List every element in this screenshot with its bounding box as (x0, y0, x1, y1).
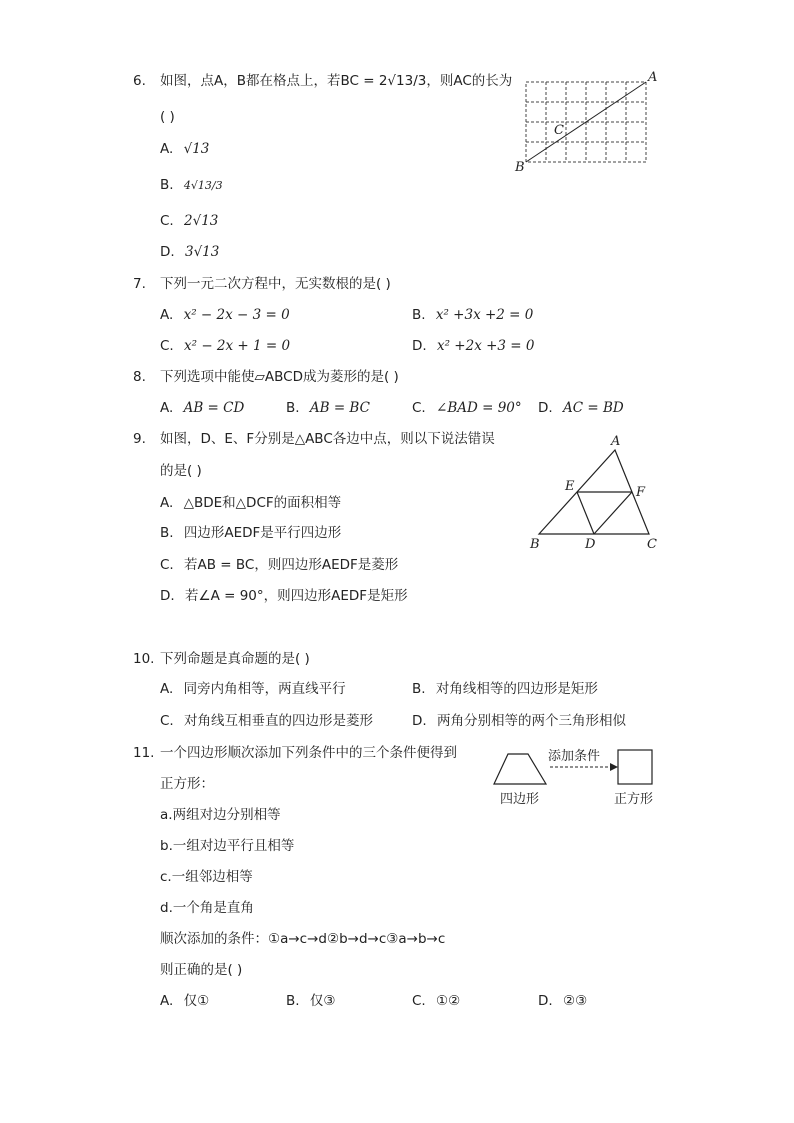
q6-stem: 如图，点A，B都在格点上，若BC = 2√13/3，则AC的长为 (160, 73, 513, 89)
arrow-label: 添加条件 (548, 749, 601, 764)
q7-stem: 下列一元二次方程中，无实数根的是( ) (160, 276, 391, 292)
q6-answer-paren: ( ) (160, 109, 175, 125)
option-letter: C. (160, 557, 174, 573)
option-text: AB = BC (309, 400, 370, 416)
option-letter: A. (160, 495, 174, 511)
label-a: A (611, 434, 621, 449)
quadrilateral-shape (494, 754, 546, 784)
option-text: 对角线互相垂直的四边形是菱形 (184, 713, 374, 729)
square-shape (618, 750, 652, 784)
q10-option-a (160, 680, 346, 698)
label-c: C (647, 537, 657, 552)
q6-option-a (160, 140, 209, 158)
option-text: △BDE和△DCF的面积相等 (183, 495, 342, 511)
option-text: 四边形AEDF是平行四边形 (183, 525, 342, 541)
option-text: ②③ (562, 993, 588, 1009)
q10-option-b (412, 680, 598, 698)
label-b: B (515, 160, 525, 175)
q9-stem-line1: 如图，D、E、F分别是△ABC各边中点，则以下说法错误 (160, 431, 495, 447)
q11-condition-c: c.一组邻边相等 (160, 869, 253, 885)
option-text: 若AB = BC，则四边形AEDF是菱形 (184, 557, 399, 573)
q10-option-d (412, 712, 626, 730)
q6-option-d (160, 243, 219, 261)
triangle-lines (539, 450, 649, 534)
label-d: D (585, 537, 596, 552)
q11-condition-d: d.一个角是直角 (160, 900, 254, 916)
q11-option-c (412, 992, 460, 1010)
option-letter: B. (412, 307, 426, 323)
option-text: x² − 2x + 1 = 0 (184, 338, 291, 354)
option-letter: D. (412, 338, 427, 354)
q7-number: 7. (133, 276, 146, 292)
q6-grid-figure (512, 68, 662, 178)
option-letter: B. (412, 681, 426, 697)
option-text: 仅① (183, 993, 210, 1009)
q9-option-b (160, 524, 341, 542)
option-letter: A. (160, 141, 174, 157)
option-letter: B. (286, 993, 300, 1009)
option-text: 4√13/3 (183, 179, 223, 192)
quad-label: 四边形 (500, 792, 540, 807)
q7-option-b (412, 306, 533, 324)
q11-flow-figure (488, 742, 668, 812)
option-letter: B. (286, 400, 300, 416)
q9-stem-line2: 的是( ) (160, 463, 202, 479)
q11-option-b (286, 992, 335, 1010)
q8-stem: 下列选项中能使▱ABCD成为菱形的是( ) (160, 369, 399, 385)
q11-option-a (160, 992, 209, 1010)
option-letter: A. (160, 307, 174, 323)
option-letter: D. (412, 713, 427, 729)
option-text: AB = CD (183, 400, 245, 416)
option-text: AC = BD (562, 400, 624, 416)
option-text: 同旁内角相等，两直线平行 (183, 681, 346, 697)
q11-condition-b: b.一组对边平行且相等 (160, 838, 295, 854)
q10-stem: 下列命题是真命题的是( ) (160, 651, 310, 667)
q7-option-a (160, 306, 290, 324)
q6-option-b (160, 176, 223, 195)
option-letter: C. (412, 993, 426, 1009)
option-letter: D. (160, 588, 175, 604)
option-letter: A. (160, 400, 174, 416)
q11-number: 11. (133, 745, 155, 761)
q8-number: 8. (133, 369, 146, 385)
label-a: A (648, 70, 658, 85)
q11-sequence: 顺次添加的条件：①a→c→d②b→d→c③a→b→c (160, 931, 446, 947)
q7-option-c (160, 337, 290, 355)
option-letter: D. (538, 993, 553, 1009)
q9-option-d (160, 587, 408, 605)
option-letter: C. (160, 213, 174, 229)
option-letter: A. (160, 681, 174, 697)
option-text: 仅③ (309, 993, 336, 1009)
q6-option-c (160, 212, 218, 230)
option-letter: A. (160, 993, 174, 1009)
option-text: 两角分别相等的两个三角形相似 (436, 713, 626, 729)
option-text: ①② (436, 993, 461, 1009)
label-e: E (565, 479, 575, 494)
q7-option-d (412, 337, 535, 355)
q10-option-c (160, 712, 373, 730)
option-letter: C. (160, 338, 174, 354)
q9-option-a (160, 494, 341, 512)
label-c: C (554, 123, 564, 138)
option-text: ∠BAD = 90° (436, 400, 522, 416)
label-f: F (636, 485, 646, 500)
option-text: 若∠A = 90°，则四边形AEDF是矩形 (184, 588, 408, 604)
q6-number: 6. (133, 73, 146, 89)
option-text: x² +2x +3 = 0 (436, 338, 535, 354)
square-label: 正方形 (614, 792, 654, 807)
option-text: x² − 2x − 3 = 0 (183, 307, 290, 323)
option-text: 3√13 (184, 244, 220, 260)
q11-condition-a: a.两组对边分别相等 (160, 807, 281, 823)
option-letter: D. (538, 400, 553, 416)
q11-ask: 则正确的是( ) (160, 962, 243, 978)
q11-stem-line1: 一个四边形顺次添加下列条件中的三个条件便得到 (160, 745, 457, 761)
label-b: B (530, 537, 540, 552)
option-text: 对角线相等的四边形是矩形 (435, 681, 598, 697)
q11-stem-line2: 正方形： (160, 776, 214, 792)
arrow-head-icon (610, 763, 618, 771)
q9-option-c (160, 556, 398, 574)
q8-option-b (286, 399, 370, 417)
q11-option-d (538, 992, 587, 1010)
option-letter: B. (160, 525, 174, 541)
option-text: 2√13 (184, 213, 219, 229)
option-text: x² +3x +2 = 0 (435, 307, 534, 323)
option-letter: D. (160, 244, 175, 260)
q9-triangle-figure (525, 430, 665, 555)
q9-number: 9. (133, 431, 146, 447)
option-text: √13 (183, 141, 210, 157)
q8-option-c (412, 399, 522, 417)
option-letter: C. (412, 400, 426, 416)
option-letter: B. (160, 177, 174, 193)
q8-option-a (160, 399, 244, 417)
option-letter: C. (160, 713, 174, 729)
q10-number: 10. (133, 651, 155, 667)
q8-option-d (538, 399, 624, 417)
